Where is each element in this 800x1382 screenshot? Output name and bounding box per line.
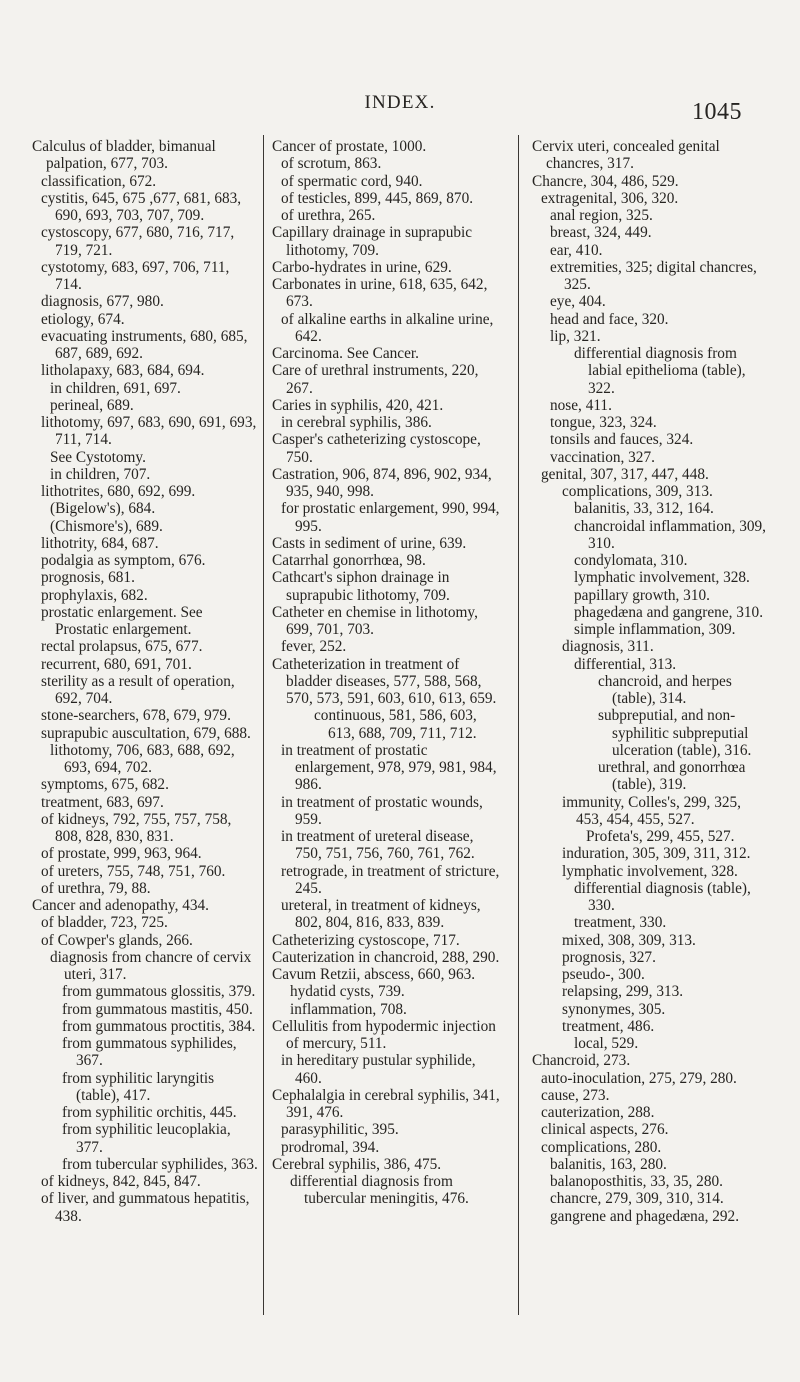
index-entry: eye, 404.: [550, 293, 606, 311]
index-entry: cystitis, 645, 675 ,677, 681, 683, 690, 693, 703, 707, 709.: [41, 189, 242, 224]
index-entry: of testicles, 899, 445, 869, 870.: [281, 189, 474, 207]
index-entry: simple inflammation, 309.: [574, 621, 736, 638]
index-entry: from gummatous syphilides, 367.: [62, 1035, 237, 1070]
index-column-2: [272, 138, 500, 1208]
running-header: [0, 0, 800, 130]
index-entry: of kidneys, 842, 845, 847.: [41, 1173, 201, 1190]
index-entry: of Cowper's glands, 266.: [41, 931, 193, 949]
index-entry: chancroidal inflammation, 309, 310.: [574, 517, 767, 552]
index-entry: in children, 691, 697.: [50, 379, 181, 397]
index-entry: breast, 324, 449.: [550, 224, 652, 242]
index-entry: diagnosis, 677, 980.: [41, 293, 164, 311]
index-entry: differential diagnosis (table), 330.: [574, 879, 751, 914]
index-entry: litholapaxy, 683, 684, 694.: [41, 362, 205, 380]
index-entry: evacuating instruments, 680, 685, 687, 689, 692.: [41, 327, 248, 362]
index-entry: Chancre, 304, 486, 529.: [532, 172, 679, 190]
index-entry: of kidneys, 792, 755, 757, 758, 808, 828, 830, 831.: [41, 810, 232, 845]
index-entry: rectal prolapsus, 675, 677.: [41, 638, 203, 656]
index-entry: clinical aspects, 276.: [541, 1121, 669, 1139]
index-entry: of scrotum, 863.: [281, 155, 382, 173]
index-entry: retrograde, in treatment of stricture, 245.: [281, 862, 500, 897]
index-entry: phagedæna and gangrene, 310.: [574, 603, 764, 621]
index-entry: podalgia as symptom, 676.: [41, 552, 206, 569]
index-entry: from gummatous glossitis, 379.: [62, 983, 256, 1001]
index-entry: hydatid cysts, 739.: [290, 983, 405, 1001]
index-entry: ureteral, in treatment of kidneys, 802, 804, 816, 833, 839.: [281, 897, 481, 932]
index-entry: tongue, 323, 324.: [550, 414, 657, 431]
index-entry: differential diagnosis from labial epithelioma (table), 322.: [574, 345, 746, 397]
index-entry: cause, 273.: [541, 1086, 610, 1104]
index-entry: of prostate, 999, 963, 964.: [41, 845, 202, 863]
index-entry: treatment, 330.: [574, 914, 667, 932]
index-entry: of liver, and gummatous hepatitis, 438.: [41, 1190, 250, 1225]
index-entry: classification, 672.: [41, 172, 157, 190]
index-entry: in children, 707.: [50, 465, 151, 483]
index-entry: Capillary drainage in suprapubic lithotomy, 709.: [272, 224, 473, 259]
index-entry: of spermatic cord, 940.: [281, 172, 423, 190]
index-entry: mixed, 308, 309, 313.: [562, 931, 696, 949]
index-entry: Carbonates in urine, 618, 635, 642, 673.: [272, 276, 488, 311]
index-entry: Cancer of prostate, 1000.: [272, 138, 427, 155]
index-entry: in hereditary pustular syphilide, 460.: [281, 1052, 476, 1087]
index-entry: symptoms, 675, 682.: [41, 776, 169, 794]
running-title: INDEX.: [364, 92, 436, 113]
index-entry: chancre, 279, 309, 310, 314.: [550, 1190, 724, 1208]
index-entry: Caries in syphilis, 420, 421.: [272, 396, 444, 414]
index-entry: lymphatic involvement, 328.: [574, 569, 750, 587]
index-entry: Castration, 906, 874, 896, 902, 934, 935, 940, 998.: [272, 465, 492, 500]
index-entry: anal region, 325.: [550, 207, 653, 224]
index-entry: perineal, 689.: [50, 396, 134, 414]
index-entry: relapsing, 299, 313.: [562, 983, 684, 1001]
index-entry: parasyphilitic, 395.: [281, 1121, 399, 1139]
page-number: 1045: [692, 99, 742, 125]
index-entry: vaccination, 327.: [550, 448, 655, 466]
index-entry: lithotrity, 684, 687.: [41, 534, 159, 552]
index-entry: induration, 305, 309, 311, 312.: [562, 845, 751, 863]
index-entry: recurrent, 680, 691, 701.: [41, 655, 192, 673]
index-column-3: [532, 138, 768, 1225]
index-entry: balanitis, 33, 312, 164.: [574, 500, 714, 518]
index-entry: extremities, 325; digital chancres, 325.: [550, 258, 757, 293]
index-entry: Catarrhal gonorrhœa, 98.: [272, 552, 426, 569]
index-entry: Catheterizing cystoscope, 717.: [272, 931, 460, 949]
column-divider: [518, 135, 519, 1315]
index-entry: fever, 252.: [281, 638, 347, 656]
index-entry: prophylaxis, 682.: [41, 586, 148, 604]
index-entry: from syphilitic orchitis, 445.: [62, 1104, 237, 1121]
index-entry: balanitis, 163, 280.: [550, 1155, 667, 1173]
index-entry: in treatment of prostatic enlargement, 978, 979, 981, 984, 986.: [281, 741, 497, 794]
index-entry: lithotrites, 680, 692, 699.: [41, 483, 196, 500]
index-entry: Catheterization in treatment of bladder diseases, 577, 588, 568, 570, 573, 591, 603, 610, 613, 659.: [272, 655, 497, 707]
index-entry: of ureters, 755, 748, 751, 760.: [41, 862, 226, 880]
index-entry: Cancer and adenopathy, 434.: [32, 897, 209, 914]
index-entry: Casper's catheterizing cystoscope, 750.: [272, 431, 481, 466]
index-column-1: [32, 138, 258, 1225]
index-entry: Casts in sediment of urine, 639.: [272, 534, 467, 552]
index-entry: See Cystotomy.: [50, 448, 146, 466]
index-entry: diagnosis, 311.: [562, 638, 654, 656]
index-entry: extragenital, 306, 320.: [541, 189, 679, 207]
index-entry: Cauterization in chancroid, 288, 290.: [272, 948, 500, 966]
index-entry: Carcinoma. See Cancer.: [272, 345, 419, 362]
index-entry: from gummatous proctitis, 384.: [62, 1017, 256, 1035]
index-entry: genital, 307, 317, 447, 448.: [541, 465, 709, 483]
index-entry: immunity, Colles's, 299, 325, 453, 454, 455, 527.: [562, 793, 741, 828]
index-entry: continuous, 581, 586, 603, 613, 688, 709, 711, 712.: [314, 707, 477, 742]
index-entry: prognosis, 681.: [41, 569, 135, 587]
index-entry: stone-searchers, 678, 679, 979.: [41, 707, 231, 725]
index-entry: differential, 313.: [574, 655, 677, 673]
index-entry: Cephalalgia in cerebral syphilis, 341, 391, 476.: [272, 1086, 500, 1121]
index-entry: local, 529.: [574, 1035, 639, 1052]
index-entry: from syphilitic leucoplakia, 377.: [62, 1121, 231, 1156]
index-entry: cystotomy, 683, 697, 706, 711, 714.: [41, 258, 230, 293]
index-entry: Profeta's, 299, 455, 527.: [586, 828, 735, 845]
index-entry: in cerebral syphilis, 386.: [281, 414, 432, 431]
index-entry: sterility as a result of operation, 692, 704.: [41, 672, 235, 707]
index-entry: from gummatous mastitis, 450.: [62, 1000, 253, 1018]
index-entry: differential diagnosis from tubercular meningitis, 476.: [290, 1173, 469, 1208]
index-entry: Cerebral syphilis, 386, 475.: [272, 1155, 442, 1173]
index-entry: etiology, 674.: [41, 310, 125, 328]
index-entry: of urethra, 79, 88.: [41, 879, 151, 897]
index-entry: Chancroid, 273.: [532, 1052, 631, 1070]
index-entry: condylomata, 310.: [574, 552, 688, 569]
index-entry: lip, 321.: [550, 327, 601, 345]
index-entry: complications, 309, 313.: [562, 483, 713, 500]
index-entry: cystoscopy, 677, 680, 716, 717, 719, 721.: [41, 224, 235, 259]
index-entry: diagnosis from chancre of cervix uteri, 317.: [50, 948, 252, 983]
index-entry: Cellulitis from hypodermic injection of mercury, 511.: [272, 1017, 496, 1052]
index-entry: synonymes, 305.: [562, 1000, 666, 1018]
index-entry: pseudo-, 300.: [562, 966, 645, 983]
index-entry: Care of urethral instruments, 220, 267.: [272, 362, 479, 397]
index-entry: balanoposthitis, 33, 35, 280.: [550, 1173, 723, 1190]
column-divider: [263, 135, 264, 1315]
index-entry: lymphatic involvement, 328.: [562, 862, 738, 880]
index-entry: prognosis, 327.: [562, 948, 656, 966]
index-entry: treatment, 683, 697.: [41, 793, 164, 811]
index-entry: lithotomy, 706, 683, 688, 692, 693, 694, 702.: [50, 741, 235, 776]
index-entry: Calculus of bladder, bimanual palpation, 677, 703.: [32, 138, 216, 173]
index-entry: from tubercular syphilides, 363.: [62, 1155, 258, 1173]
index-entry: prodromal, 394.: [281, 1138, 380, 1156]
index-entry: chancroid, and herpes (table), 314.: [598, 672, 732, 707]
index-entry: treatment, 486.: [562, 1017, 655, 1035]
index-entry: lithotomy, 697, 683, 690, 691, 693, 711, 714.: [41, 414, 257, 449]
index-entry: suprapubic auscultation, 679, 688.: [41, 724, 251, 742]
index-entry: Cathcart's siphon drainage in suprapubic lithotomy, 709.: [272, 569, 450, 604]
index-entry: inflammation, 708.: [290, 1000, 407, 1018]
index-entry: tonsils and fauces, 324.: [550, 431, 694, 449]
index-entry: from syphilitic laryngitis (table), 417.: [62, 1069, 215, 1104]
index-entry: auto-inoculation, 275, 279, 280.: [541, 1069, 737, 1087]
index-entry: for prostatic enlargement, 990, 994, 995.: [281, 500, 500, 535]
index-entry: cauterization, 288.: [541, 1104, 655, 1121]
index-entry: prostatic enlargement. See Prostatic enlargement.: [41, 603, 203, 638]
index-entry: urethral, and gonorrhœa (table), 319.: [598, 759, 746, 794]
index-entry: in treatment of prostatic wounds, 959.: [281, 793, 483, 828]
index-entry: subpreputial, and non-syphilitic subpreputial ulceration (table), 316.: [598, 707, 752, 759]
index-entry: Catheter en chemise in lithotomy, 699, 701, 703.: [272, 603, 478, 638]
index-entry: Cervix uteri, concealed genital chancres, 317.: [532, 138, 720, 173]
index-entry: head and face, 320.: [550, 310, 669, 328]
index-entry: nose, 411.: [550, 396, 612, 414]
index-entry: Carbo-hydrates in urine, 629.: [272, 258, 452, 276]
index-entry: Cavum Retzii, abscess, 660, 963.: [272, 966, 476, 983]
index-entry: of urethra, 265.: [281, 207, 376, 224]
index-entry: gangrene and phagedæna, 292.: [550, 1207, 740, 1225]
index-entry: ear, 410.: [550, 241, 603, 259]
index-entry: papillary growth, 310.: [574, 586, 710, 604]
index-entry: complications, 280.: [541, 1138, 662, 1156]
index-entry: (Chismore's), 689.: [50, 517, 163, 535]
index-entry: of bladder, 723, 725.: [41, 914, 168, 932]
index-entry: (Bigelow's), 684.: [50, 500, 156, 518]
index-entry: in treatment of ureteral disease, 750, 751, 756, 760, 761, 762.: [281, 828, 475, 863]
index-entry: of alkaline earths in alkaline urine, 642.: [281, 310, 494, 345]
